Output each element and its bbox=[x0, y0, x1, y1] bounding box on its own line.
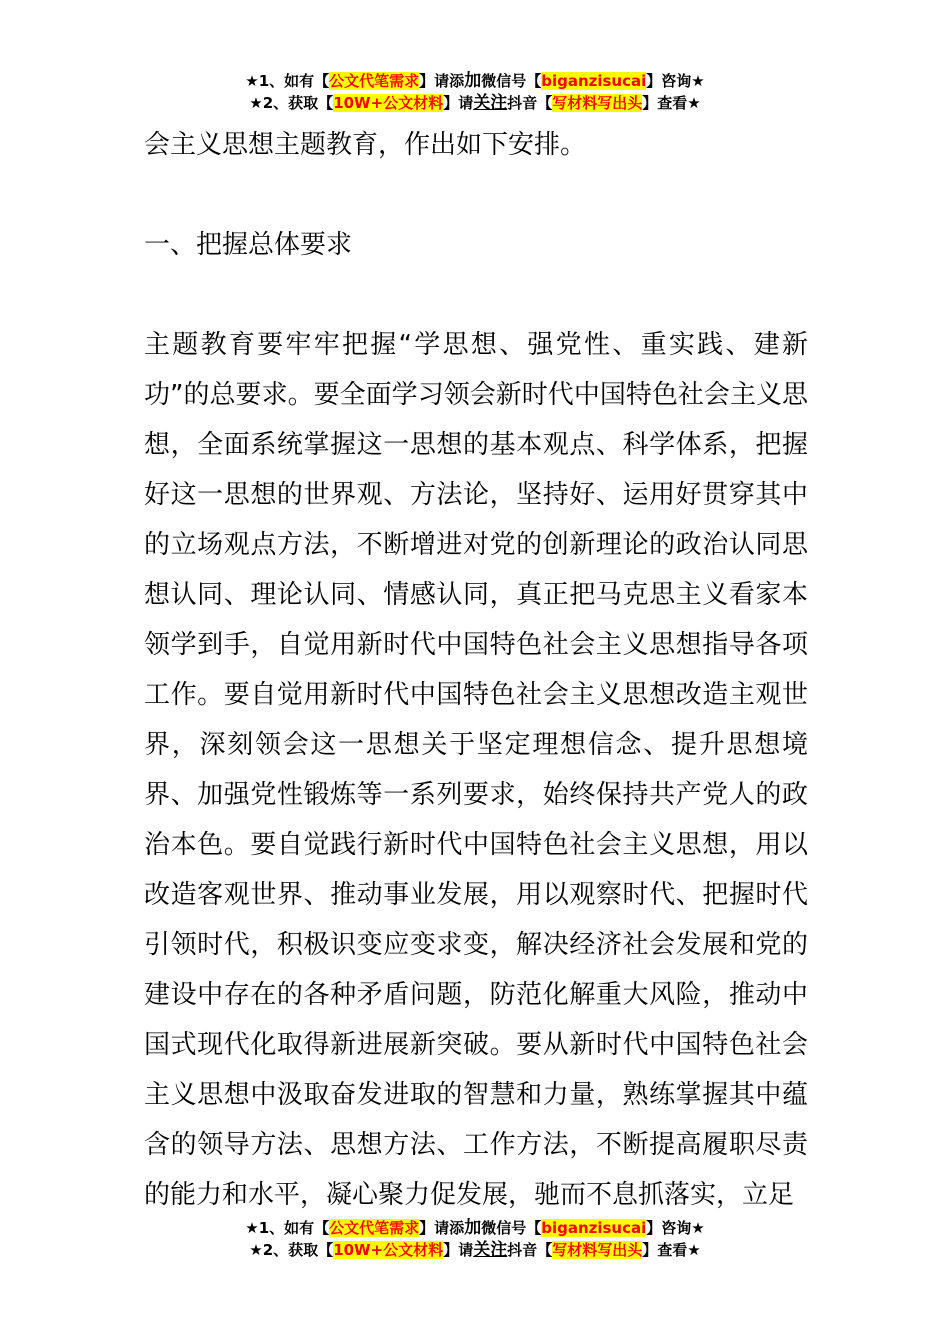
banner-wechat-id: biganzisucai bbox=[541, 1219, 647, 1237]
banner-douyin-name: 写材料写出头 bbox=[552, 1241, 643, 1259]
banner-wechat-id: biganzisucai bbox=[541, 72, 647, 90]
banner-text: 加 bbox=[464, 71, 482, 91]
banner-text: 】请添 bbox=[419, 72, 465, 90]
banner-text: 抖音【 bbox=[507, 94, 553, 112]
banner-text: 加 bbox=[464, 1218, 482, 1238]
banner-text: ★2、获取【 bbox=[249, 94, 334, 112]
banner-text: 】请 bbox=[443, 1241, 474, 1259]
body-paragraph bbox=[144, 320, 808, 1220]
banner-text: 微信号【 bbox=[481, 1219, 542, 1237]
footer-ad-banner bbox=[0, 1217, 950, 1261]
banner-text: 】查看★ bbox=[642, 1241, 701, 1259]
banner-text: 关注 bbox=[473, 93, 508, 113]
banner-line-1 bbox=[0, 70, 950, 92]
banner-text: ★2、获取【 bbox=[249, 1241, 334, 1259]
banner-highlight: 10W+公文材料 bbox=[333, 1241, 444, 1259]
banner-text: 】查看★ bbox=[642, 94, 701, 112]
banner-text: 】请 bbox=[443, 94, 474, 112]
banner-text: 关注 bbox=[473, 1240, 508, 1260]
banner-douyin-name: 写材料写出头 bbox=[552, 94, 643, 112]
banner-highlight: 公文代笔需求 bbox=[329, 1219, 420, 1237]
header-ad-banner bbox=[0, 70, 950, 114]
continuation-line: 会主义思想主题教育，作出如下安排。 bbox=[144, 130, 587, 160]
paragraph-text: 主题教育要牢牢把握“学思想、强党性、重实践、建新功”的总要求。要全面学习领会新时代中国特色社会主义思想，全面系统掌握这一思想的基本观点、科学体系，把握好这一思想的世界观、方法论，坚持好、运用好贯穿其中的立场观点方法，不断增进对党的创新理论的政治认同思想认同、理论认同、情感认同，真正把马克思主义看家本领学到手，自觉用新时代中国特色社会主义思想指导各项工作。要自觉用新时代中国特色社会主义思想改造主观世界，深刻领会这一思想关于坚定理想信念、提升思想境界、加强党性锻炼等一系列要求，始终保持共产党人的政治本色。要自觉践行新时代中国特色社会主义思想，用以改造客观世界、推动事业发展，用以观察时代、把握时代引领时代，积极识变应变求变，解决经济社会发展和党的建设中存在的各种矛盾问题，防范化解重大风险，推动中国式现代化取得新进展新突破。要从新时代中国特色社会主义思想中汲取奋发进取的智慧和力量，熟练掌握其中蕴含的领导方法、思想方法、工作方法，不断提高履职尽责的能力和水平，凝心聚力促发展，驰而不息抓落实，立足 bbox=[144, 330, 808, 1210]
banner-text: 】咨询★ bbox=[646, 72, 705, 90]
banner-text: 微信号【 bbox=[481, 72, 542, 90]
banner-highlight: 10W+公文材料 bbox=[333, 94, 444, 112]
banner-text: ★1、如有【 bbox=[245, 72, 330, 90]
banner-text: 抖音【 bbox=[507, 1241, 553, 1259]
banner-text: 】请添 bbox=[419, 1219, 465, 1237]
banner-text: 】咨询★ bbox=[646, 1219, 705, 1237]
banner-line-1 bbox=[0, 1217, 950, 1239]
banner-line-2 bbox=[0, 92, 950, 114]
banner-text: ★1、如有【 bbox=[245, 1219, 330, 1237]
banner-line-2 bbox=[0, 1239, 950, 1261]
banner-highlight: 公文代笔需求 bbox=[329, 72, 420, 90]
section-heading: 一、把握总体要求 bbox=[144, 230, 353, 260]
